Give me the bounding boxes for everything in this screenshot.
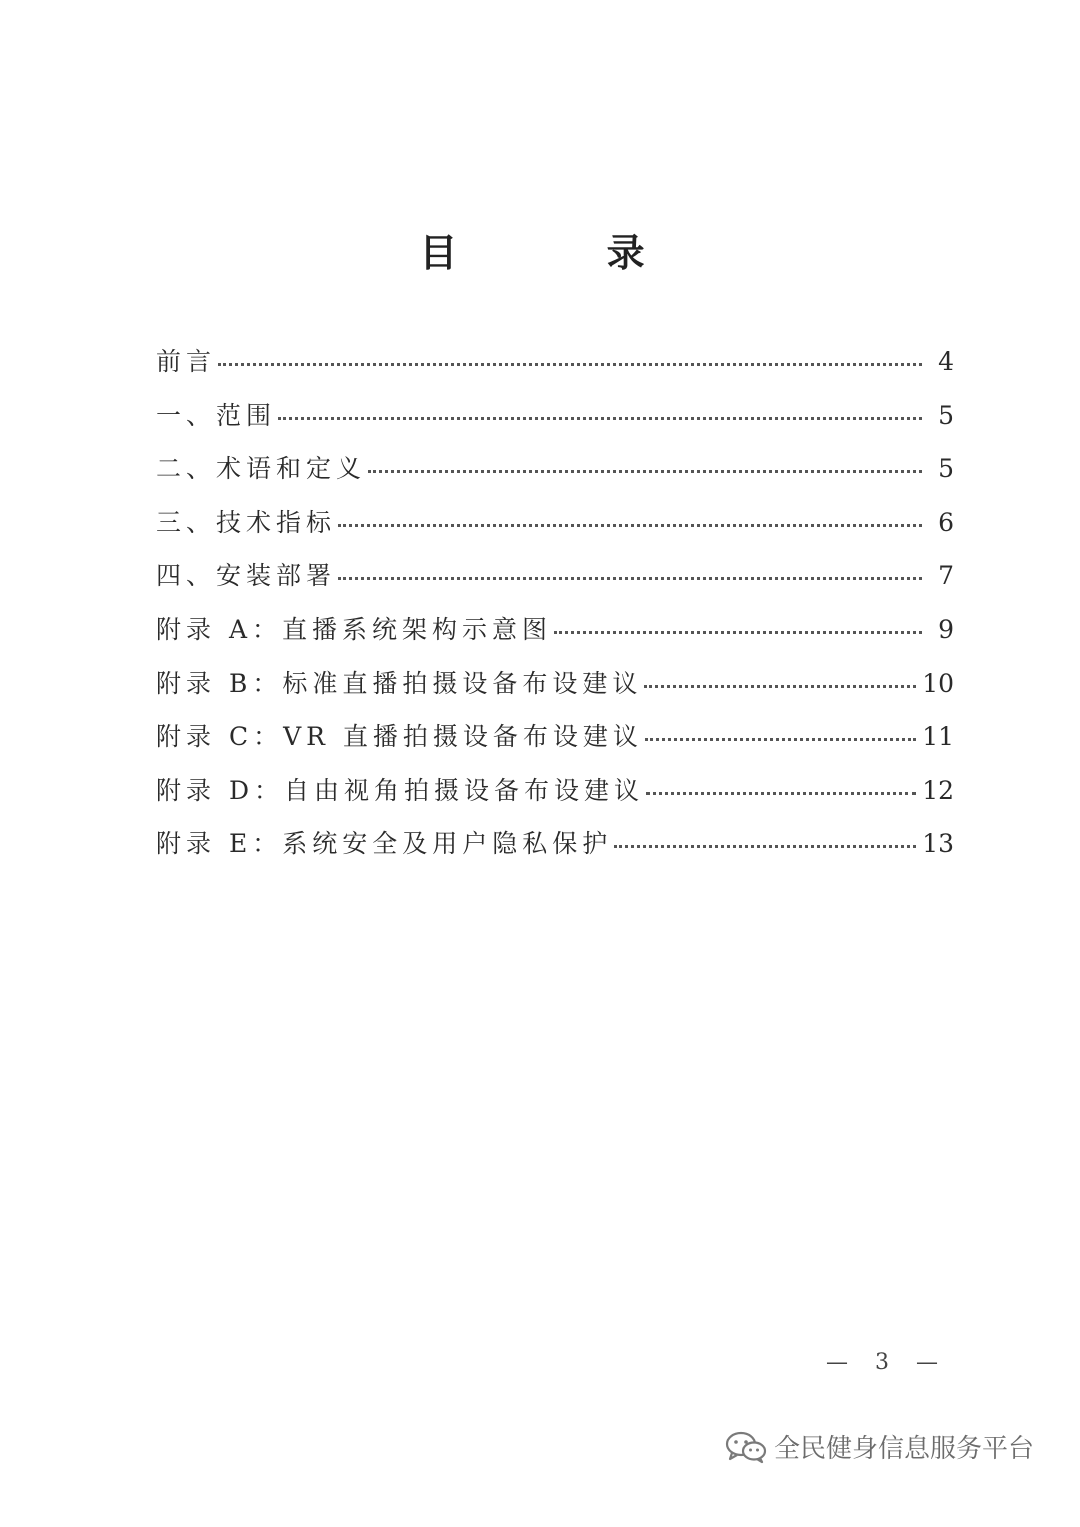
watermark bbox=[724, 1428, 1034, 1465]
toc-entry-label: 前言 bbox=[156, 347, 217, 376]
toc-leader-dots bbox=[368, 452, 922, 477]
toc-entry-page: 6 bbox=[938, 507, 954, 537]
toc-entry-page: 10 bbox=[922, 668, 954, 698]
page-number: — 3 — bbox=[826, 1350, 948, 1375]
wechat-icon bbox=[724, 1430, 768, 1464]
toc-leader-dots bbox=[278, 399, 922, 424]
toc-entry bbox=[156, 771, 954, 825]
toc-entry-page: 9 bbox=[938, 614, 954, 644]
toc-entry-page: 12 bbox=[922, 775, 954, 805]
toc-leader-dots bbox=[338, 559, 922, 584]
toc-entry bbox=[156, 824, 954, 878]
toc-entry bbox=[156, 717, 954, 771]
toc-entry-label: 四、安装部署 bbox=[156, 561, 337, 591]
toc-leader-dots bbox=[614, 827, 916, 852]
page-title: 目 录 bbox=[419, 231, 713, 275]
toc-leader-dots bbox=[554, 613, 922, 638]
watermark-text: 全民健身信息服务平台 bbox=[774, 1434, 1035, 1464]
toc-entry-label: 附录 E：系统安全及用户隐私保护 bbox=[156, 829, 613, 859]
toc-entry-label: 一、范围 bbox=[156, 400, 277, 430]
toc-entry-page: 11 bbox=[922, 722, 954, 752]
toc-entry bbox=[156, 610, 954, 664]
toc-entry-label: 附录 A：直播系统架构示意图 bbox=[156, 614, 553, 644]
toc-entry-page: 5 bbox=[938, 400, 954, 430]
toc-entry bbox=[156, 664, 954, 718]
toc-entry bbox=[156, 449, 954, 503]
toc-entry-page: 5 bbox=[938, 454, 954, 484]
toc-entry bbox=[156, 556, 954, 610]
toc-leader-dots bbox=[218, 345, 922, 370]
toc-entry bbox=[156, 396, 954, 450]
toc-leader-dots bbox=[644, 667, 916, 692]
toc-entry bbox=[156, 342, 954, 396]
table-of-contents bbox=[156, 342, 954, 878]
toc-leader-dots bbox=[646, 774, 916, 799]
toc-entry-page: 13 bbox=[922, 829, 954, 859]
toc-entry-page: 4 bbox=[938, 347, 954, 376]
toc-leader-dots bbox=[338, 506, 922, 531]
toc-entry bbox=[156, 503, 954, 557]
toc-entry-page: 7 bbox=[938, 561, 954, 591]
toc-entry-label: 附录 C：VR 直播拍摄设备布设建议 bbox=[156, 722, 643, 752]
toc-entry-label: 附录 B：标准直播拍摄设备布设建议 bbox=[156, 668, 643, 698]
toc-entry-label: 三、技术指标 bbox=[156, 507, 337, 537]
toc-entry-label: 附录 D：自由视角拍摄设备布设建议 bbox=[156, 775, 644, 805]
toc-leader-dots bbox=[645, 720, 916, 745]
toc-entry-label: 二、术语和定义 bbox=[156, 454, 367, 484]
